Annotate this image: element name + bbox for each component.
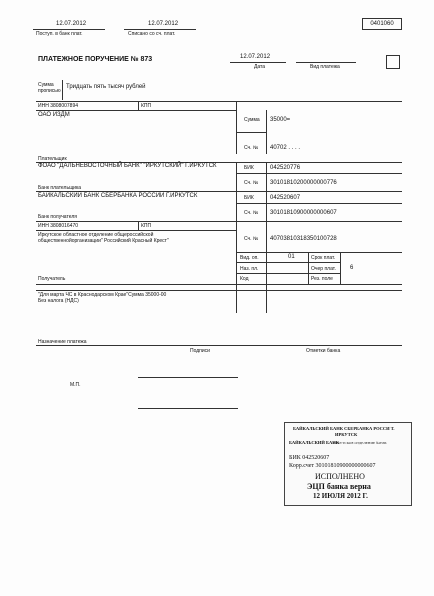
date-received-label: Поступ. в банк плат. xyxy=(36,31,83,37)
date-debited: 12.07.2012 xyxy=(148,21,179,27)
due-label: Срок плат. xyxy=(311,255,336,261)
payer-account-label: Сч. № xyxy=(244,145,259,151)
stamp-bik: БИК 042520607 xyxy=(289,455,330,461)
signature-line-1 xyxy=(138,377,238,378)
form-code: 0401060 xyxy=(370,21,394,27)
code-label: Код xyxy=(240,276,249,282)
payer-bank-corr-label: Сч. № xyxy=(244,180,259,186)
stamp-corr: Корр.счет 30101810900000000607 xyxy=(289,463,376,469)
date-debited-line xyxy=(124,29,196,30)
amount-words-label-2: прописью xyxy=(38,88,61,94)
payer-account: 40702 . . . . xyxy=(270,145,301,151)
reserve-label: Рез. поле xyxy=(311,276,333,282)
payee-account: 40703810318350100728 xyxy=(270,236,337,242)
payee-bank-bik: 042520607 xyxy=(270,195,301,201)
payee-bottom-line xyxy=(36,284,402,285)
payer-inn-right-edge xyxy=(236,101,237,110)
stamp-line-3: БАЙКАЛЬСКИЙ БАНК xyxy=(289,440,339,445)
document-date-line xyxy=(230,62,286,63)
payee-bank-corr-account: 30101810900000000607 xyxy=(270,210,337,216)
tax-row-line xyxy=(36,290,402,291)
payee-col-left xyxy=(236,221,237,313)
payee-bank-bik-label: БИК xyxy=(244,195,254,201)
amount-words-label-1: Сумма xyxy=(38,82,54,88)
mp-label: М.П. xyxy=(70,382,81,388)
purpose-label: Назначение платежа xyxy=(38,339,87,345)
stamp-ecp: ЭЦП банка верна xyxy=(307,482,371,491)
payee-bank-name: БАЙКАЛЬСКИЙ БАНК СБЕРБАНКА РОССИИ Г.ИРКУТСК xyxy=(38,193,198,199)
payee-bik-line xyxy=(236,203,402,204)
row-line-top xyxy=(36,101,402,102)
document-date-label: Дата xyxy=(254,64,266,70)
payee-inn-line xyxy=(36,230,236,231)
payer-account-col-left xyxy=(236,132,237,154)
purpose-bottom-line xyxy=(36,345,402,346)
payee-account-line xyxy=(236,252,402,253)
order-label: Очер плат. xyxy=(311,266,336,272)
payer-inn: ИНН 3808007894 xyxy=(38,103,79,109)
payer-bank-bik: 042520776 xyxy=(270,165,301,171)
sum-row-line xyxy=(236,132,266,133)
amount-words: Тридцать пять тысяч рублей xyxy=(66,84,146,90)
bank-col-left xyxy=(236,162,237,222)
purpose-line-2: Без налога (НДС) xyxy=(38,298,79,304)
op-row2-line xyxy=(236,273,340,274)
signatures-label: Подписи xyxy=(190,348,210,354)
date-received: 12.07.2012 xyxy=(56,21,87,27)
payee-kpp-label: КПП xyxy=(141,223,152,229)
payee-col-mid xyxy=(266,221,267,313)
purpose-code-label: Наз. пл. xyxy=(240,266,259,272)
op-row1-line xyxy=(236,262,340,263)
payer-bank-corr-account: 30101810200000000776 xyxy=(270,180,337,186)
sum-col-left xyxy=(236,110,237,132)
payer-inn-separator xyxy=(138,101,139,110)
stamp-line-2: ИРКУТСК xyxy=(335,432,358,437)
stamp-date: 12 ИЮЛЯ 2012 Г. xyxy=(313,492,368,500)
amount-label: Сумма xyxy=(244,117,260,123)
payee-inn: ИНН 3808016470 xyxy=(38,223,79,229)
amount-value: 35000= xyxy=(270,117,291,123)
payee-bank-corr-label: Сч. № xyxy=(244,210,259,216)
payee-name-2: общественнойорганизации" Российский Красный Крест" xyxy=(38,238,169,244)
payer-bank-name: ФОАО "ДАЛЬНЕВОСТОЧНЫЙ БАНК" "ИРКУТСКИЙ" Г.ИРКУТСК xyxy=(38,163,217,169)
payer-inn-line xyxy=(36,110,236,111)
bank-col-right xyxy=(266,162,267,222)
payer-label: Плательщик xyxy=(38,156,67,162)
payment-type-label: Вид платежа xyxy=(310,64,340,70)
payer-name: ОАО ИЗДМ xyxy=(38,112,70,118)
form-code-box xyxy=(362,18,402,30)
payer-bank-bik-label: БИК xyxy=(244,165,254,171)
amount-words-separator xyxy=(62,80,63,100)
payee-name-1: Иркутское областное отделение общероссийской xyxy=(38,232,154,238)
payer-bik-line xyxy=(236,173,402,174)
payer-bank-bottom-line xyxy=(36,191,402,192)
payee-label: Получатель xyxy=(38,276,66,282)
signature-line-2 xyxy=(138,408,238,409)
purpose-line-1: "Для марта ЧС в Краснодарском Крае"Сумма 35000-00 xyxy=(38,292,167,298)
payer-kpp-label: КПП xyxy=(141,103,152,109)
payer-bank-label: Банк плательщика xyxy=(38,185,82,191)
op-type: 01 xyxy=(288,254,295,260)
payment-type-line xyxy=(296,62,356,63)
payee-inn-separator xyxy=(138,221,139,230)
document-title: ПЛАТЕЖНОЕ ПОРУЧЕНИЕ № 873 xyxy=(38,56,153,63)
payment-type-checkbox xyxy=(386,55,400,69)
payee-bank-label: Банк получателя xyxy=(38,214,77,220)
op-grid-right xyxy=(340,252,341,284)
payee-bank-bottom-line xyxy=(36,221,402,222)
op-grid-mid xyxy=(308,252,309,284)
stamp-line-3-small: ИРКУТСКОЕ ОТДЕЛЕНИЕ №8586 xyxy=(333,441,387,445)
date-debited-label: Списано со сч. плат. xyxy=(128,31,176,37)
bank-marks-label: Отметки банка xyxy=(306,348,341,354)
document-date: 12.07.2012 xyxy=(240,54,271,60)
date-received-line xyxy=(33,29,105,30)
bank-execution-stamp xyxy=(284,422,412,506)
right-value-col xyxy=(266,110,267,154)
payee-account-label: Сч. № xyxy=(244,236,259,242)
stamp-line-1: БАЙКАЛЬСКИЙ БАНК СБЕРБАНКА РОССИ Т. xyxy=(293,426,395,431)
op-type-label: Вид. оп. xyxy=(240,255,259,261)
order-value: 6 xyxy=(350,265,354,271)
stamp-status: ИСПОЛНЕНО xyxy=(315,472,365,481)
